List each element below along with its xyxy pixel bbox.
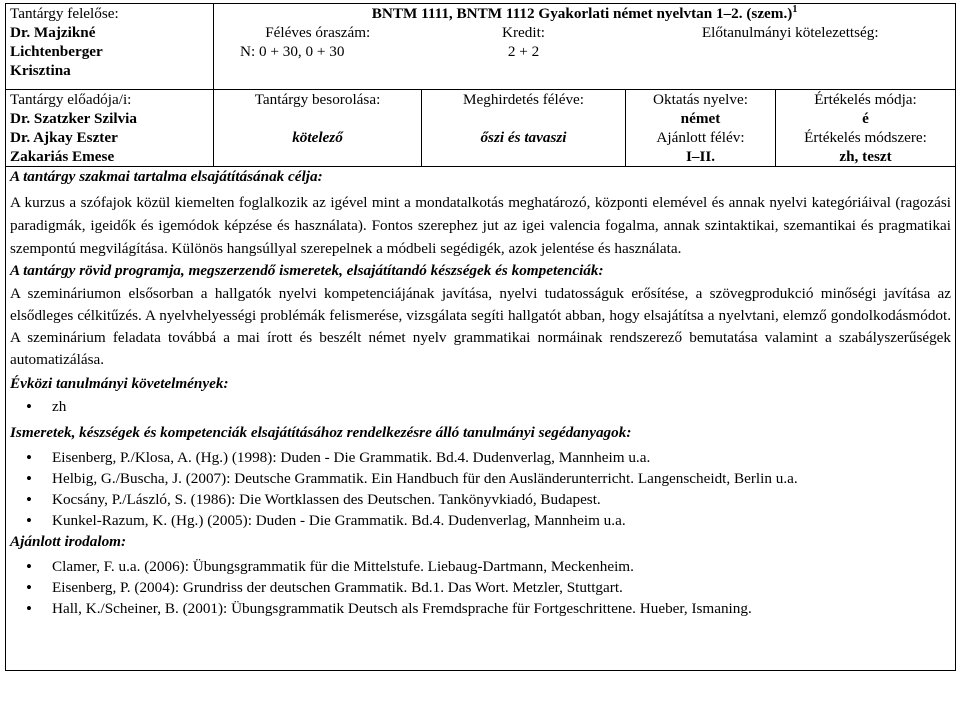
list-item: • Helbig, G./Buscha, J. (2007): Deutsche Grammatik. Ein Handbuch für den Ausländerunterricht. Langenscheidt, Berlin u.a. xyxy=(52,468,951,489)
recommended-cell xyxy=(626,128,776,167)
hours-value: N: 0 + 30, 0 + 30 xyxy=(240,43,345,60)
credit-value: 2 + 2 xyxy=(507,43,540,60)
course-title: BNTM 1111, BNTM 1112 Gyakorlati német nyelvtan 1–2. (szem.) xyxy=(371,5,793,22)
responsible-label: Tantárgy felelőse: xyxy=(10,5,119,22)
list-item: • Kocsány, P./László, S. (1986): Die Wortklassen des Deutschen. Tankönyvkiadó, Budapest. xyxy=(52,489,951,510)
classification-value: kötelező xyxy=(292,129,343,146)
eval-mode-label: Értékelés módja: xyxy=(814,91,917,108)
course-datasheet-table xyxy=(5,3,956,671)
requirements-heading: Évközi tanulmányi követelmények: xyxy=(10,375,229,392)
lecturer-name: Dr. Ajkay Eszter xyxy=(10,129,118,146)
materials-list xyxy=(10,447,951,531)
eval-mode-value: é xyxy=(862,110,869,127)
semester-value: őszi és tavaszi xyxy=(480,129,567,146)
eval-method-label: Értékelés módszere: xyxy=(804,129,927,146)
list-item: • Clamer, F. u.a. (2006): Übungsgrammatik für die Mittelstufe. Liebaug-Dartmann, Meckenheim. xyxy=(52,556,951,577)
eval-mode-cell xyxy=(776,90,956,129)
semester-label: Meghirdetés féléve: xyxy=(462,91,585,108)
classification-label: Tantárgy besorolása: xyxy=(254,91,381,108)
prereq-cell xyxy=(626,23,956,90)
credit-label: Kredit: xyxy=(501,24,546,41)
goal-heading: A tantárgy szakmai tartalma elsajátításának célja: xyxy=(10,168,323,185)
recommended-value: I–II. xyxy=(685,148,716,165)
prereq-label: Előtanulmányi kötelezettség: xyxy=(701,24,879,41)
lecturers-cell xyxy=(6,90,214,167)
content-cell xyxy=(6,167,956,671)
goal-text: A kurzus a szófajok közül kiemelten foglalkozik az igével mint a mondatalkotás meghatározó, központi elemével és annak nyelvi kategóriáival (ragozási paradigmák, igeidők és igemódok képzése és használata). Fontos szerephez jut az igei valencia fogalma, annak szintaktikai, szemantikai és pragmatikai szempontú megvilágítása. Különös hangsúllyal szerepelnek a módbeli segédigék, azok jelentése és használata. xyxy=(10,194,952,257)
course-title-cell xyxy=(214,4,956,24)
language-cell xyxy=(626,90,776,129)
program-heading: A tantárgy rövid programja, megszerzendő ismeretek, elsajátítandó készségek és kompetenciák: xyxy=(10,262,604,279)
hours-cell xyxy=(214,23,422,90)
list-item: • zh xyxy=(52,397,951,416)
hours-label: Féléves óraszám: xyxy=(265,24,371,41)
list-item: • Kunkel-Razum, K. (Hg.) (2005): Duden - Die Grammatik. Bd.4. Dudenverlag, Mannheim u.a. xyxy=(52,510,951,531)
literature-heading: Ajánlott irodalom: xyxy=(10,533,127,550)
language-value: német xyxy=(680,110,721,127)
materials-heading: Ismeretek, készségek és kompetenciák elsajátításához rendelkezésre álló tanulmányi segédanyagok: xyxy=(10,424,632,441)
list-item: • Eisenberg, P./Klosa, A. (Hg.) (1998): Duden - Die Grammatik. Bd.4. Dudenverlag, Mannheim u.a. xyxy=(52,447,951,468)
eval-method-cell xyxy=(776,128,956,167)
semester-cell xyxy=(422,90,626,167)
list-item: • Eisenberg, P. (2004): Grundriss der deutschen Grammatik. Bd.1. Das Wort. Metzler, Stuttgart. xyxy=(52,577,951,598)
literature-list xyxy=(10,556,951,619)
responsible-cell xyxy=(6,4,214,90)
language-label: Oktatás nyelve: xyxy=(653,91,748,108)
lecturer-name: Zakariás Emese xyxy=(10,148,115,165)
responsible-name: Dr. Majzikné Lichtenberger Krisztina xyxy=(10,24,103,79)
credit-cell xyxy=(422,23,626,90)
lecturers-label: Tantárgy előadója/i: xyxy=(10,91,132,108)
list-item: • Hall, K./Scheiner, B. (2001): Übungsgrammatik Deutsch als Fremdsprache für Fortgeschrittene. Hueber, Ismaning. xyxy=(52,598,951,619)
program-text: A szemináriumon elsősorban a hallgatók nyelvi kompetenciájának javítása, nyelvi tudatosságuk erősítése, a szövegprodukció minőségi javítása az elsődleges célkitűzés. A nyelvhelyességi problémák felismerése, vizsgálata segíti hallgatót abban, hogy elsajátítsa a nyelvtani, elemző gondolkodásmódot. A szeminárium feladata továbbá a mai írott és beszélt német nyelv grammatikai normáinak rendszerező bemutatása valamint a szabályszerűségek automatizálása. xyxy=(10,285,952,368)
requirements-list xyxy=(10,397,951,416)
course-title-footnote: 1 xyxy=(792,3,798,15)
eval-method-value: zh, teszt xyxy=(839,148,892,165)
lecturer-name: Dr. Szatzker Szilvia xyxy=(10,110,137,127)
recommended-label: Ajánlott félév: xyxy=(656,129,745,146)
classification-cell xyxy=(214,90,422,167)
